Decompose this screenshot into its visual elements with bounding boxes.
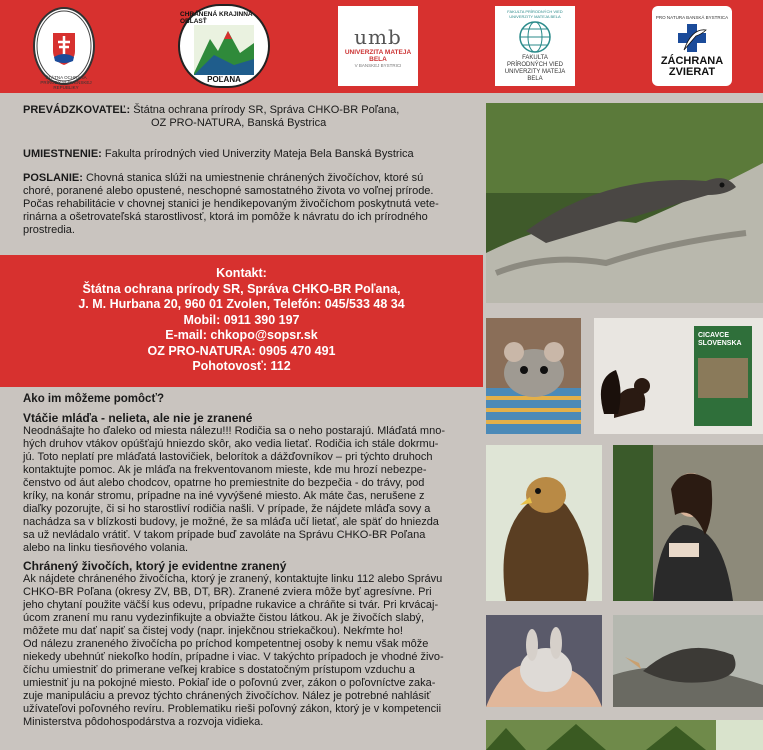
fpv-logo-text: FAKULTA PRÍRODNÝCH VIED UNIVERZITY MATEJA BELA: [504, 55, 566, 82]
paragraph-line: zuje manipuláciu a prevoz týchto chránených živočíchov. Nález je potrebné nahlásiť: [23, 690, 431, 702]
umb-logo-text: UNIVERZITA MATEJA BELA: [344, 48, 412, 63]
paragraph-line: užívateľovi poľovného revíru. Problematiku rieši poľovný zákon, ktorý je v kompetencii: [23, 703, 442, 715]
paragraph-line: čenstvo od áut alebo chodcov, opatrne ho premiestnite do bezpečia - do trávy, pod: [23, 477, 425, 489]
umb-logo-subtext: V BANSKEJ BYSTRICI: [354, 62, 402, 68]
nestling-icon: [613, 615, 763, 707]
help-heading: Ako im môžeme pomôcť?: [23, 393, 164, 405]
paragraph-line: môžete mu dať napiť sa čistej vody (napr. injekčnou striekačkou). Nekŕmte ho!: [23, 625, 403, 637]
mission-line: Počas rehabilitácie v chovnej stanici je hendikepovaným živočíchom poskytnutá vete-: [23, 198, 439, 210]
mission-label: POSLANIE:: [23, 172, 83, 184]
slovak-emblem-icon: [35, 9, 93, 83]
nestling-photo: [613, 615, 763, 707]
forest-icon: [486, 720, 763, 750]
paragraph-line: sa už nevládalo vrátiť. V takom prípade buď zavoláte na Správu CHKO-BR Poľana: [23, 529, 426, 541]
stork-cross-icon: [670, 20, 714, 56]
contact-title: Kontakt:: [216, 266, 267, 280]
paragraph-line: Neodnášajte ho ďaleko od miesta nálezu!!! Rodičia sa o neho postarajú. Mláďatá mno-: [23, 425, 445, 437]
paragraph-line: jú. Toto neplatí pre mláďatá lastovičiek, belorítok a dážďovníkov – pri týchto druhoch: [23, 451, 433, 463]
woman-photo: [613, 445, 763, 601]
mountain-icon: [194, 25, 254, 75]
mission-line: rinárna a ošetrovateľská starostlivosť, ktorá im pomôže k návratu do ich prírodného: [23, 211, 428, 223]
operator-label: PREVÁDZKOVATEĽ:: [23, 104, 131, 116]
paragraph-line: hých druhov vtákov opúšťajú hniezdo skôr, ako vedia lietať. Rodičia ich stále dokrmu-: [23, 438, 439, 450]
chko-logo-name: POĽANA: [207, 74, 241, 84]
location-label: UMIESTNENIE:: [23, 148, 102, 160]
photo-column: [483, 93, 763, 750]
chko-polana-logo: [178, 4, 270, 88]
sop-sr-logo: [33, 7, 95, 90]
paragraph-line: Ak nájdete chráneného živočícha, ktorý je zranený, kontaktujte linku 112 alebo Správu: [23, 573, 443, 585]
swift-photo: [486, 103, 763, 303]
paragraph-line: umiestniť ju na pokojné miesto. Pokiaľ ide o poľovnú zver, zákon o poľovníctve zaka-: [23, 677, 436, 689]
contact-box: [0, 255, 483, 387]
globe-icon: [515, 19, 555, 55]
book-title: CICAVCE SLOVENSKA: [698, 332, 742, 347]
squirrel-book-photo: [594, 318, 763, 434]
paragraph-line: Ministerstva pôdohospodárstva a rozvoja vidieka.: [23, 716, 264, 728]
zachrana-zvierat-logo: [652, 6, 732, 86]
dormouse-icon: [486, 318, 581, 434]
operator-text: Štátna ochrana prírody SR, Správa CHKO-BR Poľana,: [130, 104, 400, 116]
mission-section: [23, 172, 473, 237]
paragraph-line: diaľky pozorujte, či si ho starostliví rodičia našli. V prípade, že nájdete mláďa sovy a: [23, 503, 431, 515]
swift-bird-icon: [486, 103, 763, 303]
location-section: [23, 148, 473, 161]
umb-logo: [338, 6, 418, 86]
paragraph-line: CHKO-BR Poľana (okresy ZV, BB, DT, BR). Zranené zviera môže byť agresívne. Pri: [23, 586, 432, 598]
paragraph-line: kríky, na konár stromu, prípadne na iné vyvýšené miesto. Ak máte čas, nerušene z: [23, 490, 425, 502]
contact-mobile: Mobil: 0911 390 197: [183, 312, 300, 327]
paragraph-line: alebo na linku tiesňového volania.: [23, 542, 189, 554]
fpv-logo-top: FAKULTA PRÍRODNÝCH VIED UNIVERZITY MATEJA BELA: [507, 9, 563, 19]
zz-logo-line1: ZÁCHRANA: [660, 54, 724, 67]
paragraph-line: jeho chytaní použite väčší kus odevu, prípadne rukavice a chráňte si tvár. Pri krvácaj-: [23, 599, 439, 611]
forest-photo: [486, 720, 763, 750]
contact-email: E-mail: chkopo@sopsr.sk: [165, 328, 318, 342]
header-banner: [0, 0, 763, 93]
location-text: Fakulta prírodných vied Univerzity Mateja Bela Banská Bystrica: [101, 148, 414, 160]
mission-line: prostredia.: [23, 224, 75, 236]
chko-logo-text: CHRÁNENÁ KRAJINNÁ OBLASŤ: [180, 10, 253, 25]
paragraph-line: číchu umiestniť do primerane veľkej krabice s dostatočným prístupom vzduchu a: [23, 664, 415, 676]
contact-emergency: Pohotovosť: 112: [192, 359, 291, 373]
mission-line: Chovná stanica slúži na umiestnenie chránených živočíchov, ktoré sú: [82, 172, 424, 184]
contact-line: Štátna ochrana prírody SR, Správa CHKO-BR Poľana,: [82, 281, 401, 296]
woman-icon: [613, 445, 763, 601]
rabbit-icon: [486, 615, 602, 707]
eagle-icon: [486, 445, 602, 601]
help-section: [23, 393, 473, 729]
paragraph-line: úcom zranení mu ranu vydezinfikujte a obviažte čistou látkou. Ak je živočích slabý,: [23, 612, 425, 624]
paragraph-line: niekedy ubehnúť niekoľko hodín, prípadne i viac. V takýchto prípadoch je vhodné živo-: [23, 651, 444, 663]
help-paragraph-2: [23, 573, 473, 729]
contact-pronatura: OZ PRO-NATURA: 0905 470 491: [147, 343, 336, 358]
operator-text-2: OZ PRO-NATURA, Banská Bystrica: [151, 117, 327, 129]
umb-mark: umb: [354, 24, 402, 49]
zz-logo-top: PRO NATURA BANSKÁ BYSTRICA: [655, 14, 729, 20]
operator-section: [23, 104, 473, 130]
zz-logo-line2: ZVIERAT: [668, 65, 716, 78]
fpv-umb-logo: [495, 6, 575, 86]
help-subheading-1: Vtáčie mláďa - nelieta, ale nie je zranené: [23, 411, 253, 425]
dormouse-photo: [486, 318, 581, 434]
paragraph-line: kontaktujte pomoc. Ak je mláďa na frekventovanom mieste, kde mu hrozí nebezpe-: [23, 464, 427, 476]
paragraph-line: nachádza sa v blízkosti budovy, je možné, že sa mláďa učí lietať, ale späť do hniezda: [23, 516, 439, 528]
rabbit-photo: [486, 615, 602, 707]
paragraph-line: Od nálezu zraneného živočícha po príchod kompetentnej osoby k nemu však môže: [23, 638, 429, 650]
help-subheading-2: Chránený živočích, ktorý je evidentne zranený: [23, 559, 287, 573]
sop-logo-text: ŠTÁTNA OCHRANA PRÍRODY SLOVENSKEJ REPUBLIKY: [40, 75, 92, 90]
eagle-photo: [486, 445, 602, 601]
help-paragraph-1: [23, 425, 473, 555]
contact-line: J. M. Hurbana 20, 960 01 Zvolen, Telefón: 045/533 48 34: [78, 297, 405, 311]
mission-line: choré, poranené alebo opustené, neschopné samostatného života vo voľnej prírode.: [23, 185, 434, 197]
